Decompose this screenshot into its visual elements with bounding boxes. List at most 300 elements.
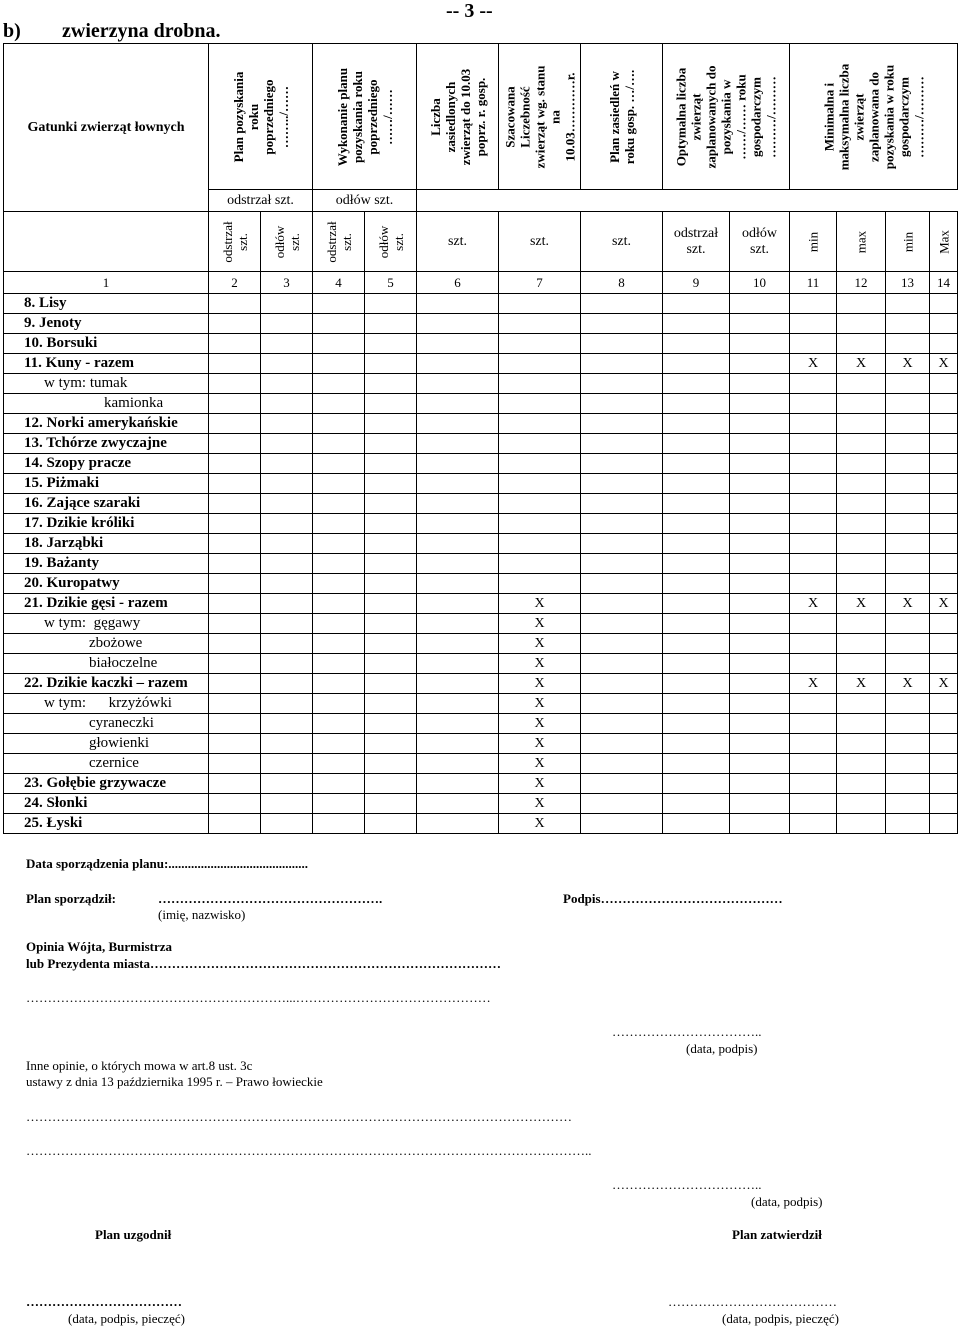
empty-cell xyxy=(837,794,886,814)
empty-cell xyxy=(837,714,886,734)
empty-cell xyxy=(581,594,663,614)
species-label: 23. Gołębie grzywacze xyxy=(4,774,209,794)
empty-cell xyxy=(790,814,837,834)
column-number: 10 xyxy=(730,272,790,294)
empty-cell xyxy=(837,574,886,594)
column-number: 4 xyxy=(313,272,365,294)
table-row xyxy=(4,354,958,374)
odstrzal-szt-header: odstrzał szt. xyxy=(209,190,313,212)
empty-cell xyxy=(730,634,790,654)
empty-cell xyxy=(581,734,663,754)
empty-cell xyxy=(209,354,261,374)
empty-cell xyxy=(663,714,730,734)
empty-cell xyxy=(663,494,730,514)
estimated-line: Liczebność xyxy=(517,85,532,148)
x-mark: X xyxy=(790,354,837,374)
species-label: 19. Bażanty xyxy=(4,554,209,574)
empty-cell xyxy=(663,514,730,534)
date-sign-1: (data, podpis) xyxy=(686,1041,758,1056)
table-row xyxy=(4,614,958,634)
empty-cell xyxy=(313,394,365,414)
empty-cell xyxy=(365,754,417,774)
empty-cell xyxy=(663,554,730,574)
empty-cell xyxy=(313,614,365,634)
empty-cell xyxy=(209,634,261,654)
estimated-header xyxy=(499,44,581,190)
empty-cell xyxy=(730,654,790,674)
empty-cell xyxy=(581,514,663,534)
minmax-header xyxy=(790,44,958,190)
empty-cell xyxy=(209,614,261,634)
empty-cell xyxy=(365,674,417,694)
column-number: 13 xyxy=(886,272,930,294)
empty-cell xyxy=(730,794,790,814)
empty-cell xyxy=(886,454,930,474)
empty-cell xyxy=(790,474,837,494)
empty-cell xyxy=(209,714,261,734)
settle-plan-header xyxy=(581,44,663,190)
species-label: w tym: gęgawy xyxy=(4,614,209,634)
empty-cell xyxy=(837,514,886,534)
empty-cell xyxy=(313,754,365,774)
empty-cell xyxy=(930,394,958,414)
empty-cell xyxy=(663,414,730,434)
species-label: zbożowe xyxy=(4,634,209,654)
empty-cell xyxy=(365,474,417,494)
dots-line-1: ……………………………………………………………………………………………………………… xyxy=(26,1109,572,1124)
empty-cell xyxy=(365,434,417,454)
empty-cell xyxy=(261,374,313,394)
empty-cell xyxy=(663,594,730,614)
empty-cell xyxy=(499,474,581,494)
empty-cell xyxy=(581,314,663,334)
empty-cell xyxy=(261,694,313,714)
header-table xyxy=(3,43,958,294)
species-label: 15. Piżmaki xyxy=(4,474,209,494)
optimal-header xyxy=(663,44,790,190)
empty-cell xyxy=(730,674,790,694)
empty-cell xyxy=(930,614,958,634)
empty-cell xyxy=(886,314,930,334)
empty-cell xyxy=(313,334,365,354)
table-row xyxy=(4,594,958,614)
empty-cell xyxy=(663,374,730,394)
species-label: w tym: krzyżówki xyxy=(4,694,209,714)
empty-cell xyxy=(313,694,365,714)
empty-cell xyxy=(837,774,886,794)
estimated-line: zwierząt wg. stanu xyxy=(532,65,547,168)
empty-cell xyxy=(365,294,417,314)
estimated-line: na xyxy=(547,109,562,124)
empty-cell xyxy=(790,734,837,754)
empty-cell xyxy=(261,794,313,814)
empty-cell xyxy=(209,374,261,394)
empty-cell xyxy=(417,574,499,594)
empty-cell xyxy=(581,494,663,514)
empty-cell xyxy=(663,394,730,414)
empty-cell xyxy=(581,434,663,454)
species-label: 21. Dzikie gęsi - razem xyxy=(4,594,209,614)
x-mark: X xyxy=(886,674,930,694)
empty-cell xyxy=(663,614,730,634)
empty-cell xyxy=(886,814,930,834)
empty-cell xyxy=(261,354,313,374)
empty-cell xyxy=(261,614,313,634)
empty-cell xyxy=(790,654,837,674)
empty-cell xyxy=(790,714,837,734)
optimal-line: ………/……… xyxy=(763,75,779,158)
empty-cell xyxy=(365,554,417,574)
table-row xyxy=(4,454,958,474)
empty-cell xyxy=(581,474,663,494)
empty-cell xyxy=(663,774,730,794)
empty-cell xyxy=(790,574,837,594)
empty-cell xyxy=(886,394,930,414)
empty-cell xyxy=(930,474,958,494)
x-mark: X xyxy=(886,594,930,614)
empty-cell xyxy=(837,534,886,554)
x-mark: X xyxy=(930,354,958,374)
empty-cell xyxy=(837,454,886,474)
empty-cell xyxy=(365,594,417,614)
other-opinions-2: ustawy z dnia 13 października 1995 r. – Prawo łowieckie xyxy=(26,1074,323,1089)
x-mark: X xyxy=(837,674,886,694)
column-number: 5 xyxy=(365,272,417,294)
empty-cell xyxy=(499,534,581,554)
species-label: 18. Jarząbki xyxy=(4,534,209,554)
plan_prev-line: poprzedniego xyxy=(260,78,276,155)
empty-cell xyxy=(930,454,958,474)
empty-cell xyxy=(209,414,261,434)
x-mark: X xyxy=(790,674,837,694)
empty-cell xyxy=(663,354,730,374)
empty-cell xyxy=(581,294,663,314)
empty-cell xyxy=(417,554,499,574)
empty-cell xyxy=(790,794,837,814)
empty-cell xyxy=(417,794,499,814)
empty-cell xyxy=(209,394,261,414)
empty-cell xyxy=(261,494,313,514)
empty-cell xyxy=(365,394,417,414)
empty-cell xyxy=(930,774,958,794)
empty-cell xyxy=(930,554,958,574)
empty-cell xyxy=(790,634,837,654)
colonized-line: Liczba xyxy=(427,97,443,136)
column-number: 2 xyxy=(209,272,261,294)
empty-cell xyxy=(499,514,581,534)
empty-cell xyxy=(886,794,930,814)
empty-cell xyxy=(581,674,663,694)
date-sign-dots-1: …………………………….. xyxy=(612,1024,762,1039)
colonized-line: zwierząt do 10.03 xyxy=(457,68,473,165)
empty-cell xyxy=(886,614,930,634)
agreed-label: Plan uzgodnił xyxy=(95,1227,172,1242)
table-row xyxy=(4,314,958,334)
empty-cell xyxy=(730,714,790,734)
empty-cell xyxy=(837,374,886,394)
empty-cell xyxy=(209,474,261,494)
table-row xyxy=(4,674,958,694)
species-label: cyraneczki xyxy=(4,714,209,734)
empty-cell xyxy=(209,574,261,594)
empty-cell xyxy=(581,694,663,714)
empty-cell xyxy=(790,554,837,574)
empty-cell xyxy=(313,474,365,494)
empty-cell xyxy=(365,414,417,434)
empty-cell xyxy=(365,314,417,334)
empty-cell xyxy=(663,474,730,494)
species-label: w tym: tumak xyxy=(4,374,209,394)
empty-cell xyxy=(365,454,417,474)
exec-odlow: odłów szt. xyxy=(365,212,417,272)
empty-cell xyxy=(499,494,581,514)
column-number: 12 xyxy=(837,272,886,294)
empty-cell xyxy=(886,774,930,794)
empty-cell xyxy=(417,394,499,414)
x-mark: X xyxy=(499,674,581,694)
empty-cell xyxy=(663,314,730,334)
empty-cell xyxy=(261,634,313,654)
x-mark: X xyxy=(499,714,581,734)
minmax-line: zaplanowana do xyxy=(866,71,881,162)
empty-cell xyxy=(261,594,313,614)
stamp-approved: (data, podpis, pieczęć) xyxy=(722,1311,839,1326)
empty-cell xyxy=(581,774,663,794)
prepared-label: Plan sporządził: xyxy=(26,891,116,906)
empty-cell xyxy=(790,414,837,434)
empty-cell xyxy=(930,814,958,834)
empty-cell xyxy=(261,514,313,534)
empty-cell xyxy=(730,394,790,414)
empty-cell xyxy=(930,694,958,714)
empty-cell xyxy=(930,414,958,434)
opinion-dots: ……………………………………………………...……………………………………… xyxy=(26,990,491,1005)
empty-cell xyxy=(663,794,730,814)
empty-cell xyxy=(261,314,313,334)
empty-cell xyxy=(209,754,261,774)
x-mark: X xyxy=(499,794,581,814)
empty-cell xyxy=(581,814,663,834)
empty-cell xyxy=(209,734,261,754)
empty-cell xyxy=(930,654,958,674)
empty-cell xyxy=(663,674,730,694)
empty-cell xyxy=(886,494,930,514)
empty-cell xyxy=(313,574,365,594)
empty-cell xyxy=(730,514,790,534)
species-label: 17. Dzikie króliki xyxy=(4,514,209,534)
table-row xyxy=(4,754,958,774)
table-row xyxy=(4,474,958,494)
species-label: głowienki xyxy=(4,734,209,754)
empty-cell xyxy=(663,754,730,774)
empty-cell xyxy=(930,734,958,754)
empty-cell xyxy=(209,534,261,554)
colonized-line: poprz. r. gosp. xyxy=(472,77,488,156)
agreed-dots: ……………………………… xyxy=(26,1294,182,1309)
empty-cell xyxy=(837,754,886,774)
empty-cell xyxy=(417,514,499,534)
empty-cell xyxy=(261,754,313,774)
empty-cell xyxy=(730,414,790,434)
empty-cell xyxy=(417,494,499,514)
x-mark: X xyxy=(499,774,581,794)
empty-cell xyxy=(730,434,790,454)
opinion-label-1: Opinia Wójta, Burmistrza xyxy=(26,939,173,954)
exec_prev-line: poprzedniego xyxy=(364,78,380,155)
prepared-dots: ……………………………………………. xyxy=(158,891,383,906)
empty-cell xyxy=(261,554,313,574)
empty-cell xyxy=(499,434,581,454)
species-label: 22. Dzikie kaczki – razem xyxy=(4,674,209,694)
name-hint: (imię, nazwisko) xyxy=(158,907,246,922)
x-mark: X xyxy=(837,594,886,614)
empty-cell xyxy=(886,714,930,734)
empty-cell xyxy=(837,634,886,654)
table-row xyxy=(4,514,958,534)
x-mark: X xyxy=(499,694,581,714)
x-mark: X xyxy=(499,734,581,754)
optimal-odstrzal: odstrzał szt. xyxy=(663,212,730,272)
empty-cell xyxy=(261,774,313,794)
column-number: 1 xyxy=(4,272,209,294)
empty-cell xyxy=(837,554,886,574)
estimated-line: Szacowana xyxy=(502,85,517,148)
empty-cell xyxy=(365,494,417,514)
empty-cell xyxy=(581,334,663,354)
empty-cell xyxy=(837,294,886,314)
empty-cell xyxy=(886,514,930,534)
empty-cell xyxy=(886,474,930,494)
column-number: 8 xyxy=(581,272,663,294)
empty-cell xyxy=(663,814,730,834)
empty-cell xyxy=(209,774,261,794)
x-mark: X xyxy=(790,594,837,614)
empty-cell xyxy=(499,554,581,574)
empty-cell xyxy=(499,294,581,314)
empty-cell xyxy=(365,334,417,354)
empty-cell xyxy=(261,434,313,454)
minmax-line: zwierząt xyxy=(851,93,866,140)
empty-cell xyxy=(730,494,790,514)
table-row xyxy=(4,414,958,434)
empty-cell xyxy=(837,414,886,434)
minmax-line: gospodarczym xyxy=(896,76,911,157)
species-label: 25. Łyski xyxy=(4,814,209,834)
table-row xyxy=(4,574,958,594)
exec_prev-line: Wykonanie planu xyxy=(334,67,350,166)
empty-cell xyxy=(313,554,365,574)
table-row xyxy=(4,494,958,514)
empty-cell xyxy=(581,754,663,774)
exec-prev-header xyxy=(313,44,417,190)
optimal-line: Optymalna liczba xyxy=(673,67,689,166)
empty-cell xyxy=(790,454,837,474)
approved-dots: ………………………………… xyxy=(668,1294,837,1309)
x-mark: X xyxy=(499,614,581,634)
empty-cell xyxy=(930,334,958,354)
species-sub-empty xyxy=(4,212,209,272)
empty-cell xyxy=(837,614,886,634)
x-mark: X xyxy=(886,354,930,374)
empty-cell xyxy=(261,674,313,694)
empty-cell xyxy=(417,454,499,474)
table-row xyxy=(4,394,958,414)
species-label: 16. Zające szaraki xyxy=(4,494,209,514)
empty-cell xyxy=(886,654,930,674)
empty-cell xyxy=(313,734,365,754)
empty-cell xyxy=(837,734,886,754)
estimated-szt: szt. xyxy=(499,212,581,272)
species-label: 10. Borsuki xyxy=(4,334,209,354)
plan_prev-line: ……../…… xyxy=(275,85,291,148)
x-mark: X xyxy=(499,814,581,834)
colonized-header xyxy=(417,44,499,190)
empty-cell xyxy=(417,434,499,454)
odlow-szt-header: odłów szt. xyxy=(313,190,417,212)
table-row xyxy=(4,634,958,654)
date-sign-dots-2: …………………………….. xyxy=(612,1177,762,1192)
empty-cell xyxy=(930,754,958,774)
empty-cell xyxy=(930,374,958,394)
plan_prev-line: Plan pozyskania xyxy=(230,71,246,162)
empty-cell xyxy=(837,434,886,454)
empty-cell xyxy=(730,734,790,754)
empty-cell xyxy=(417,294,499,314)
empty-cell xyxy=(730,554,790,574)
empty-cell xyxy=(499,374,581,394)
optimal-line: zaplanowanych do xyxy=(703,65,719,168)
empty-cell xyxy=(365,634,417,654)
empty-cell xyxy=(209,814,261,834)
signature-label: Podpis…………………………………… xyxy=(563,891,783,906)
empty-cell xyxy=(730,574,790,594)
empty-cell xyxy=(581,354,663,374)
empty-cell xyxy=(313,454,365,474)
empty-cell xyxy=(581,634,663,654)
empty-cell xyxy=(499,354,581,374)
table-row xyxy=(4,714,958,734)
empty-cell xyxy=(886,754,930,774)
empty-cell xyxy=(261,334,313,354)
empty-cell xyxy=(417,374,499,394)
empty-cell xyxy=(417,694,499,714)
x-mark: X xyxy=(499,634,581,654)
dots-line-2: ………………………………………………………………………………………………………………….. xyxy=(26,1143,592,1158)
other-opinions-1: Inne opinie, o których mowa w art.8 ust. 3c xyxy=(26,1058,253,1073)
empty-cell xyxy=(837,394,886,414)
empty-cell xyxy=(837,654,886,674)
empty-cell xyxy=(930,494,958,514)
plan_prev-line: roku xyxy=(245,103,261,130)
empty-cell xyxy=(730,334,790,354)
empty-cell xyxy=(886,734,930,754)
empty-cell xyxy=(499,454,581,474)
empty-cell xyxy=(581,534,663,554)
minmax-line: pozyskania w roku xyxy=(881,64,896,169)
stamp-agreed: (data, podpis, pieczęć) xyxy=(68,1311,185,1326)
empty-cell xyxy=(663,454,730,474)
table-row xyxy=(4,654,958,674)
empty-cell xyxy=(730,454,790,474)
empty-cell xyxy=(313,594,365,614)
table-row xyxy=(4,534,958,554)
empty-cell xyxy=(790,334,837,354)
empty-cell xyxy=(790,694,837,714)
empty-cell xyxy=(837,314,886,334)
colonized-line: zasiedlonych xyxy=(442,81,458,152)
column-number: 7 xyxy=(499,272,581,294)
empty-cell xyxy=(365,654,417,674)
